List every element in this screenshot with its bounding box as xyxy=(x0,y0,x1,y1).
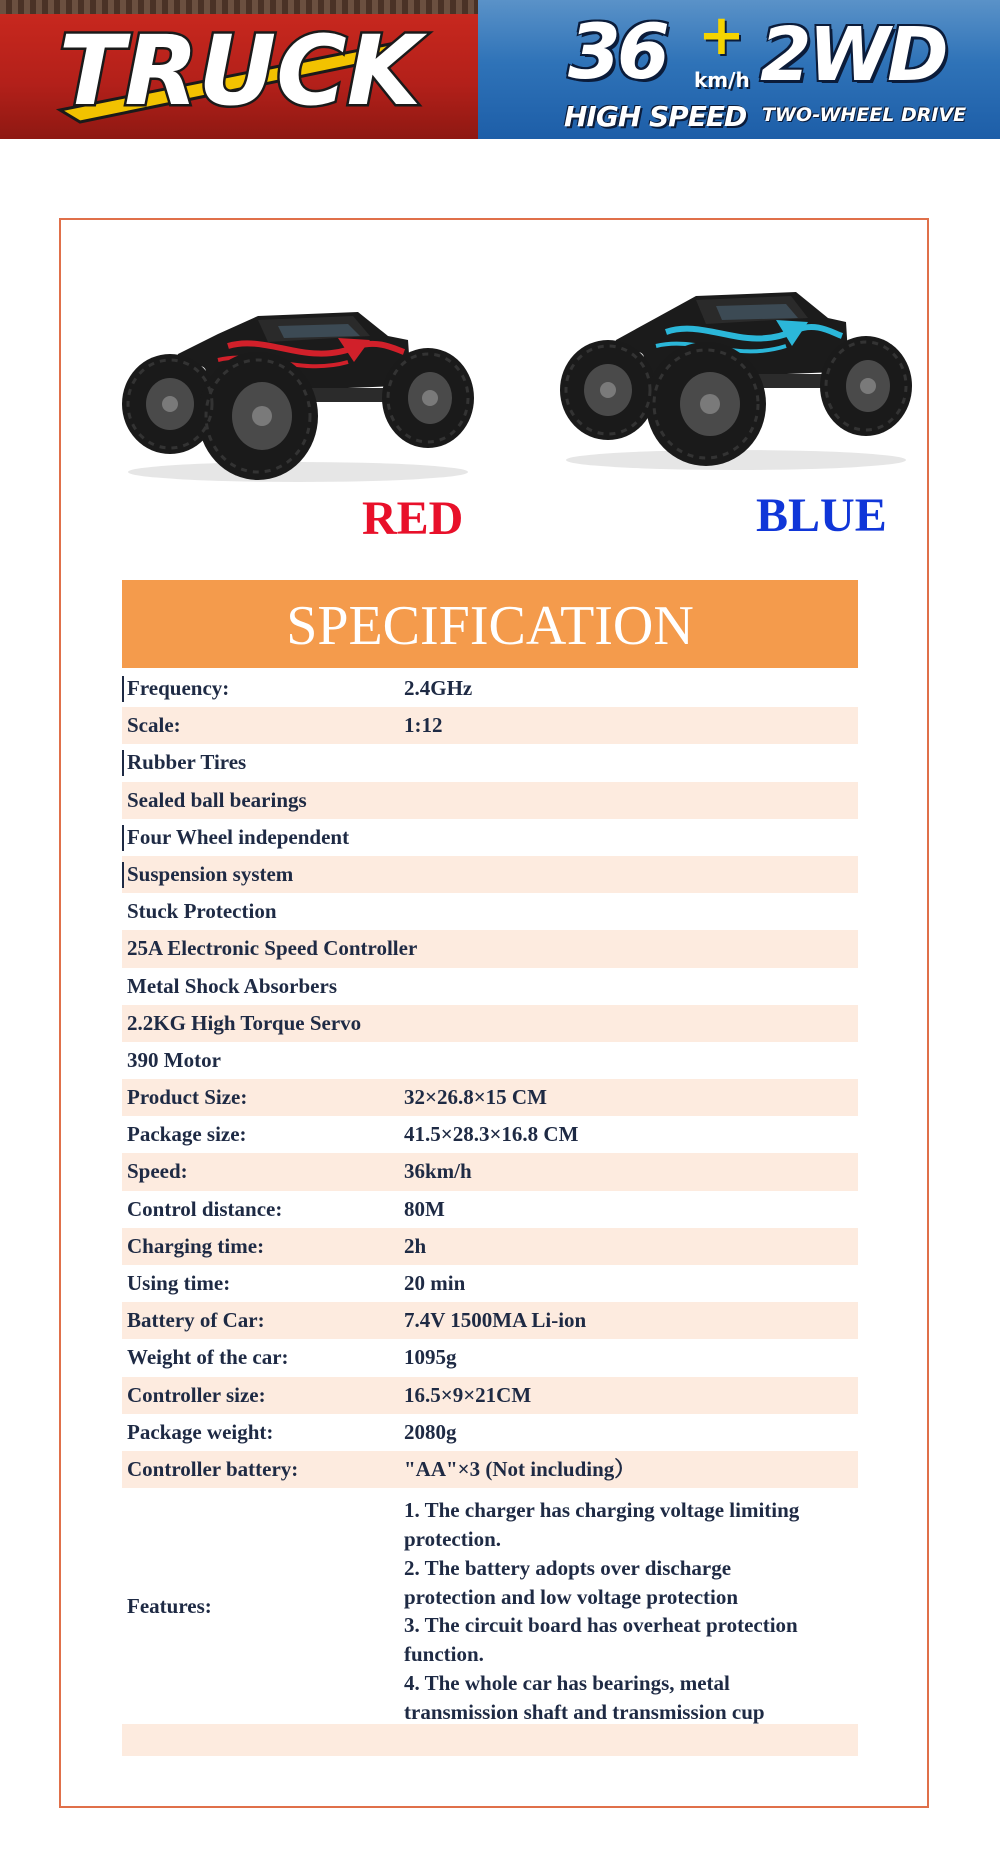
drive-caption: TWO-WHEEL DRIVE xyxy=(762,104,967,126)
spec-value: 1:12 xyxy=(404,713,443,738)
spec-value: "AA"×3 (Not including） xyxy=(404,1456,636,1481)
speed-caption: HIGH SPEED xyxy=(564,100,747,133)
spec-label: Battery of Car: xyxy=(127,1308,265,1333)
drive-code: 2WD xyxy=(760,12,946,98)
spec-row xyxy=(122,1377,858,1414)
spec-row xyxy=(122,1414,858,1451)
spec-value: 32×26.8×15 CM xyxy=(404,1085,547,1110)
spec-value: 1095g xyxy=(404,1345,457,1370)
top-banner xyxy=(0,0,1000,139)
spec-row xyxy=(122,744,858,781)
spec-value: 2h xyxy=(404,1233,427,1258)
blue-monster-truck-image xyxy=(546,262,926,472)
spec-label: 25A Electronic Speed Controller xyxy=(127,936,418,961)
spec-label: Package size: xyxy=(127,1122,247,1147)
spec-value: 80M xyxy=(404,1196,445,1221)
spec-value: 41.5×28.3×16.8 CM xyxy=(404,1122,579,1147)
spec-row xyxy=(122,1116,858,1153)
spec-value: 2.4GHz xyxy=(404,676,473,700)
spec-label: Product Size: xyxy=(127,1085,248,1110)
features-line: 2. The battery adopts over discharge xyxy=(404,1555,732,1580)
spec-row xyxy=(122,1079,858,1116)
spec-label: Frequency: xyxy=(127,676,230,700)
spec-row xyxy=(122,782,858,819)
spec-row xyxy=(122,1265,858,1302)
spec-label: 2.2KG High Torque Servo xyxy=(127,1010,362,1035)
features-line: 4. The whole car has bearings, metal xyxy=(404,1670,730,1695)
spec-value: 20 min xyxy=(404,1271,466,1295)
spec-label: Rubber Tires xyxy=(127,750,247,775)
speed-plus-sign: + xyxy=(698,3,745,68)
speed-unit: km/h xyxy=(694,68,750,92)
spec-row xyxy=(122,1042,858,1079)
spec-row xyxy=(122,1228,858,1265)
spec-row xyxy=(122,1191,858,1228)
truck-logo-text: TRUCK xyxy=(58,15,422,127)
spec-row xyxy=(122,819,858,856)
features-line: 1. The charger has charging voltage limiting xyxy=(404,1498,800,1523)
spec-row xyxy=(122,1302,858,1339)
features-line: function. xyxy=(404,1642,484,1667)
spec-label: Controller battery: xyxy=(127,1456,299,1481)
spec-row xyxy=(122,707,858,744)
spec-value: 7.4V 1500MA Li-ion xyxy=(404,1308,587,1333)
red-monster-truck-image xyxy=(108,276,488,486)
spec-row xyxy=(122,968,858,1005)
spec-label: Speed: xyxy=(127,1159,188,1184)
spec-footer-row xyxy=(122,1724,858,1756)
speed-number: 36 xyxy=(568,7,666,96)
features-line: protection and low voltage protection xyxy=(404,1584,739,1609)
spec-label: Charging time: xyxy=(127,1233,265,1258)
spec-row xyxy=(122,1005,858,1042)
spec-value: 36km/h xyxy=(404,1159,472,1184)
spec-label: Sealed ball bearings xyxy=(127,787,307,812)
specification-title: SPECIFICATION xyxy=(122,580,858,668)
features-row xyxy=(122,1488,858,1724)
spec-row xyxy=(122,856,858,893)
spec-row xyxy=(122,1451,858,1488)
spec-label: Controller size: xyxy=(127,1382,266,1407)
banner-left-panel xyxy=(0,0,478,139)
spec-row xyxy=(122,930,858,967)
spec-label: Four Wheel independent xyxy=(127,824,350,849)
blue-color-label: BLUE xyxy=(756,489,887,542)
spec-label: Package weight: xyxy=(127,1419,274,1444)
spec-label: 390 Motor xyxy=(127,1047,221,1072)
features-text xyxy=(404,1496,844,1726)
truck-logo xyxy=(40,12,440,132)
specification-table xyxy=(122,670,858,1756)
spec-row xyxy=(122,1339,858,1376)
features-line: protection. xyxy=(404,1526,502,1551)
features-label: Features: xyxy=(127,1594,212,1619)
features-line: 3. The circuit board has overheat protection xyxy=(404,1613,798,1638)
spec-label: Scale: xyxy=(127,713,181,738)
spec-row xyxy=(122,670,858,707)
spec-label: Using time: xyxy=(127,1271,231,1295)
spec-value: 16.5×9×21CM xyxy=(404,1382,532,1407)
features-line: transmission shaft and transmission cup xyxy=(404,1699,765,1724)
spec-label: Suspension system xyxy=(127,861,294,886)
spec-label: Weight of the car: xyxy=(127,1345,289,1370)
spec-row xyxy=(122,893,858,930)
red-color-label: RED xyxy=(362,492,464,545)
spec-row xyxy=(122,1153,858,1190)
spec-label: Metal Shock Absorbers xyxy=(127,973,337,998)
spec-label: Stuck Protection xyxy=(127,899,277,924)
spec-value: 2080g xyxy=(404,1419,457,1444)
spec-label: Control distance: xyxy=(127,1196,283,1221)
